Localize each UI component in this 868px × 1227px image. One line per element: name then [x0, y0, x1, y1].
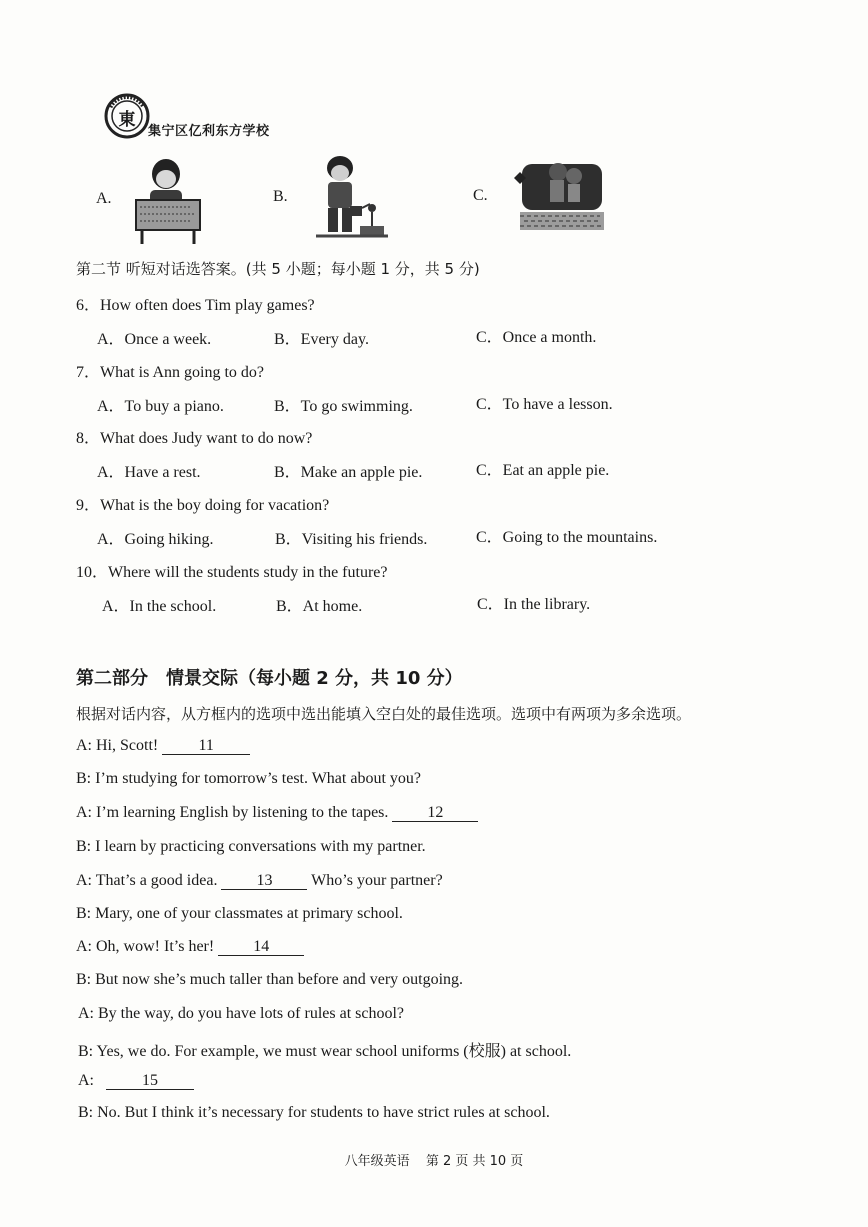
question-7-option-c: C．To have a lesson. — [476, 396, 613, 413]
question-6-option-b: B．Every day. — [274, 331, 369, 348]
school-logo — [104, 93, 150, 139]
question-6-option-a: A．Once a week. — [97, 331, 212, 348]
section-title-listening: 第二节 听短对话选答案。(共 5 小题；每小题 1 分，共 5 分) — [76, 260, 480, 278]
school-name: 集宁区亿利东方学校 — [148, 124, 270, 139]
picture-boy-watering-flowers — [316, 152, 388, 245]
dialogue-line-3 — [76, 804, 478, 822]
question-7-stem: 7．What is Ann going to do? — [76, 364, 264, 381]
question-9-option-b: B．Visiting his friends. — [275, 531, 428, 548]
question-6-stem: 6．How often does Tim play games? — [76, 297, 315, 314]
page-footer — [0, 1150, 868, 1169]
part2-instruction: 根据对话内容，从方框内的选项中选出能填入空白处的最佳选项。选项中有两项为多余选项。 — [76, 705, 692, 723]
picture-kids-by-lake — [512, 154, 608, 243]
question-10-option-a: A．In the school. — [102, 598, 217, 615]
dialogue-line-2: B: I’m studying for tomorrow’s test. What about you? — [76, 770, 421, 787]
answer-blank-14[interactable]: 14 — [218, 939, 304, 956]
question-8-stem: 8．What does Judy want to do now? — [76, 430, 313, 447]
question-7-option-a: A．To buy a piano. — [97, 398, 224, 415]
question-8-option-a: A．Have a rest. — [97, 464, 201, 481]
dialogue-line-1 — [76, 737, 250, 755]
part2-title: 第二部分 情景交际（每小题 2 分，共 10 分） — [76, 668, 463, 689]
dialogue-text: A: — [78, 1072, 98, 1089]
answer-blank-11[interactable]: 11 — [162, 738, 250, 755]
dialogue-text: A: Hi, Scott! — [76, 737, 163, 754]
dialogue-text: Who’s your partner? — [307, 872, 443, 889]
footer-subject: 八年级英语 — [344, 1154, 410, 1169]
dialogue-text: A: Oh, wow! It’s her! — [76, 938, 219, 955]
dialogue-line-4: B: I learn by practicing conversations with my partner. — [76, 838, 426, 855]
question-10-option-b: B．At home. — [276, 598, 363, 615]
answer-blank-15[interactable]: 15 — [106, 1073, 194, 1090]
dialogue-text: A: I’m learning English by listening to the tapes. — [76, 804, 393, 821]
question-10-option-c: C．In the library. — [477, 596, 591, 613]
picture-option-a-label: A. — [96, 190, 112, 207]
logo-char: 東 — [118, 110, 136, 130]
dialogue-line-11 — [78, 1072, 194, 1090]
picture-option-b-label: B. — [273, 188, 288, 205]
dialogue-line-5 — [76, 872, 443, 890]
picture-option-c-label: C. — [473, 187, 488, 204]
question-6-option-c: C．Once a month. — [476, 329, 597, 346]
question-7-option-b: B．To go swimming. — [274, 398, 413, 415]
answer-blank-12[interactable]: 12 — [392, 805, 478, 822]
dialogue-line-9: A: By the way, do you have lots of rules at school? — [78, 1005, 405, 1022]
answer-blank-13[interactable]: 13 — [221, 873, 307, 890]
question-9-stem: 9．What is the boy doing for vacation? — [76, 497, 330, 514]
question-9-option-a: A．Going hiking. — [97, 531, 214, 548]
question-9-option-c: C．Going to the mountains. — [476, 529, 658, 546]
dialogue-line-6: B: Mary, one of your classmates at primary school. — [76, 905, 403, 922]
footer-page-number: 第 2 页 共 10 页 — [425, 1154, 524, 1169]
question-10-stem: 10．Where will the students study in the future? — [76, 564, 388, 581]
question-8-option-b: B．Make an apple pie. — [274, 464, 423, 481]
picture-boy-at-desk — [128, 152, 202, 249]
dialogue-text: A: That’s a good idea. — [76, 872, 222, 889]
question-8-option-c: C．Eat an apple pie. — [476, 462, 610, 479]
dialogue-line-7 — [76, 938, 304, 956]
dialogue-line-8: B: But now she’s much taller than before and very outgoing. — [76, 971, 464, 988]
dialogue-line-12: B: No. But I think it’s necessary for students to have strict rules at school. — [78, 1104, 550, 1121]
dialogue-line-10: B: Yes, we do. For example, we must wear school uniforms (校服) at school. — [78, 1043, 572, 1060]
